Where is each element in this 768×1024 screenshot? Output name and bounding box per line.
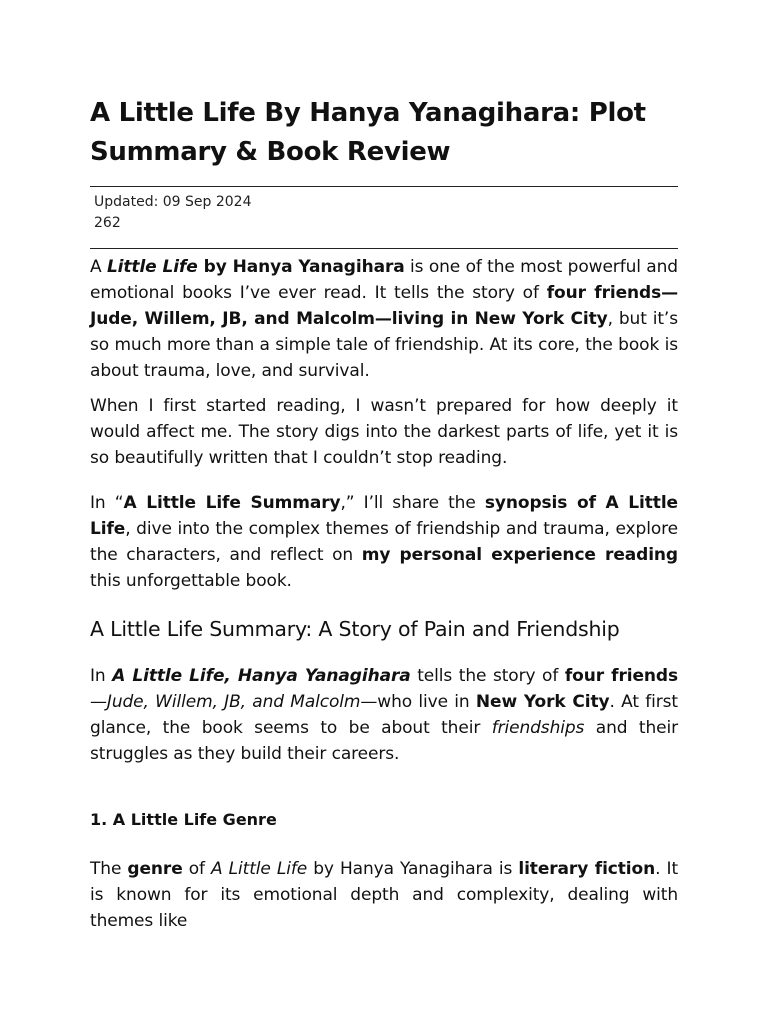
highlight: literary fiction	[518, 859, 656, 879]
text: A	[90, 257, 107, 277]
text: —	[90, 692, 107, 712]
text: this unforgettable book.	[90, 571, 292, 591]
author-name: by Hanya Yanagihara	[197, 257, 405, 277]
text: . At first glance, the book seems to be about their	[90, 692, 678, 738]
text: ,” I’ll share the	[340, 493, 485, 513]
text: of	[182, 859, 212, 879]
paragraph	[90, 490, 678, 594]
text: The	[90, 859, 128, 879]
text: is one of the most powerful and emotional books I’ve ever read. It tells the story of	[90, 257, 678, 303]
article-meta	[90, 186, 678, 249]
highlight: New York City	[475, 692, 610, 712]
text: by Hanya Yanagihara is	[307, 859, 519, 879]
paragraph	[90, 856, 678, 934]
text: In	[90, 666, 113, 686]
book-title: A Little Life	[211, 859, 308, 879]
intro-paragraph	[90, 254, 678, 384]
text: and their struggles as they build their careers.	[90, 718, 678, 764]
page-title: A Little Life By Hanya Yanagihara: Plot Summary & Book Review	[90, 98, 646, 167]
paragraph: When I first started reading, I wasn’t prepared for how deeply it would affect me. The story digs into the darkest parts of life, yet it is so beautifully written that I couldn’t stop reading.	[90, 396, 678, 468]
highlight: my personal experience reading	[361, 545, 678, 565]
highlight: A Little Life, Hanya Yanagihara	[112, 666, 411, 686]
highlight: four friends	[564, 666, 678, 686]
paragraph	[90, 663, 678, 767]
highlight: genre	[127, 859, 183, 879]
text: , dive into the complex themes of friendship and trauma, explore the characters, and reflect on	[90, 519, 678, 565]
subheading: 1. A Little Life Genre	[90, 810, 277, 829]
text: In “	[90, 493, 124, 513]
character-names: Jude, Willem, JB, and Malcolm	[106, 692, 361, 712]
section-heading: A Little Life Summary: A Story of Pain and Friendship	[90, 617, 620, 641]
text: , but it’s so much more than a simple tale of friendship. At its core, the book is about trauma, love, and survival.	[90, 309, 678, 381]
highlight: A Little Life Summary	[123, 493, 341, 513]
emphasis: friendships	[491, 718, 585, 738]
book-title: Little Life	[106, 257, 198, 277]
text: . It is known for its emotional depth and complexity, dealing with themes like	[90, 859, 679, 931]
highlight: four friends—Jude, Willem, JB, and Malcolm—living in New York City	[90, 283, 678, 329]
text: —who live in	[360, 692, 476, 712]
view-count: 262	[94, 215, 121, 231]
updated-date: Updated: 09 Sep 2024	[94, 194, 252, 210]
highlight: synopsis of A Little Life	[90, 493, 678, 539]
text: tells the story of	[410, 666, 565, 686]
article	[90, 94, 678, 934]
